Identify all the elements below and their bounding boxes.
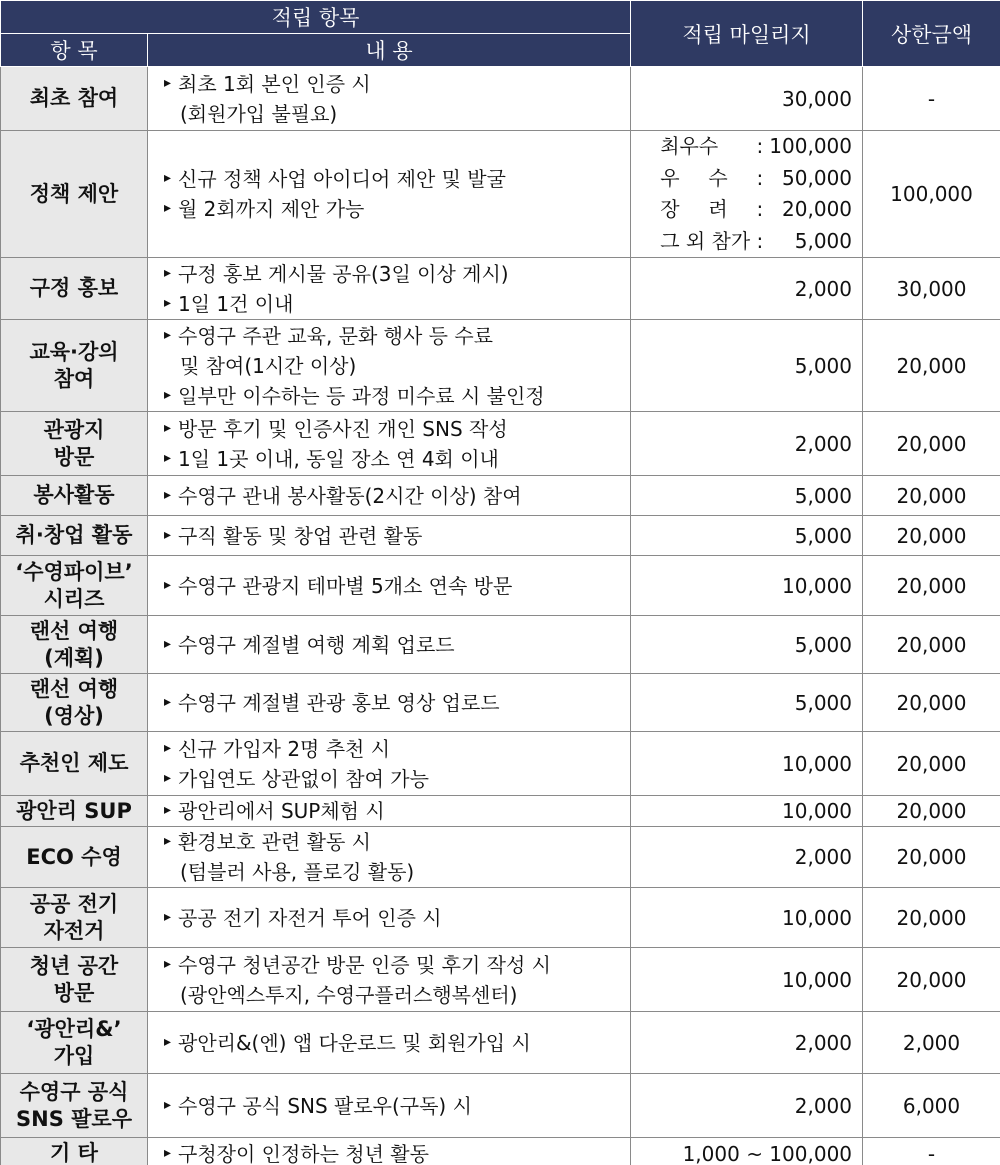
row-item-name xyxy=(1,320,148,412)
item-name-line: 자전거 xyxy=(43,918,105,943)
table-row xyxy=(1,796,1000,827)
row-mileage: 5,000 xyxy=(631,516,863,556)
row-item-name xyxy=(1,1138,148,1165)
content-bullet-line: ▸ 수영구 계절별 관광 홍보 영상 업로드 xyxy=(164,688,624,718)
table-row xyxy=(1,556,1000,616)
row-mileage: 5,000 xyxy=(631,320,863,412)
item-name-line: 정책 제안 xyxy=(29,181,119,206)
item-name-line: 방문 xyxy=(53,980,95,1005)
row-cap: 20,000 xyxy=(863,516,1000,556)
row-item-name xyxy=(1,516,148,556)
row-cap: 30,000 xyxy=(863,258,1000,320)
row-content xyxy=(148,1074,631,1138)
header-item: 항 목 xyxy=(1,34,148,67)
row-cap: 20,000 xyxy=(863,674,1000,732)
content-bullet-line: ▸ 구정 홍보 게시물 공유(3일 이상 게시) xyxy=(164,259,624,289)
table-row xyxy=(1,320,1000,412)
table-row xyxy=(1,1074,1000,1138)
item-name-line: (계획) xyxy=(44,645,104,670)
item-name-line: 시리즈 xyxy=(43,586,105,611)
row-mileage: 10,000 xyxy=(631,796,863,827)
item-name-line: ECO 수영 xyxy=(26,844,122,869)
table-row xyxy=(1,616,1000,674)
content-bullet-line: ▸ 방문 후기 및 인증사진 개인 SNS 작성 xyxy=(164,414,624,444)
table-row xyxy=(1,827,1000,888)
row-mileage: 10,000 xyxy=(631,732,863,796)
content-continuation-line: (광안엑스투지, 수영구플러스행복센터) xyxy=(180,982,518,1007)
row-item-name xyxy=(1,67,148,131)
row-item-name xyxy=(1,412,148,476)
content-bullet-line: ▸ 신규 가입자 2명 추천 시 xyxy=(164,734,624,764)
header-cap: 상한금액 xyxy=(863,1,1000,67)
row-item-name xyxy=(1,1012,148,1074)
content-bullet-line: ▸ 월 2회까지 제안 가능 xyxy=(164,194,624,224)
table-row xyxy=(1,67,1000,131)
row-content xyxy=(148,888,631,948)
row-mileage: 2,000 xyxy=(631,1074,863,1138)
row-item-name xyxy=(1,556,148,616)
header-mileage: 적립 마일리지 xyxy=(631,1,863,67)
content-bullet-line: ▸ 환경보호 관련 활동 시 xyxy=(164,827,624,857)
item-name-line: (영상) xyxy=(44,703,104,728)
table-row xyxy=(1,516,1000,556)
row-content xyxy=(148,258,631,320)
row-cap: 20,000 xyxy=(863,827,1000,888)
item-name-line: 관광지 xyxy=(43,418,105,442)
content-bullet-line: ▸ 수영구 계절별 여행 계획 업로드 xyxy=(164,630,624,660)
table-row xyxy=(1,732,1000,796)
item-name-line: 추천인 제도 xyxy=(19,751,129,776)
row-cap: 6,000 xyxy=(863,1074,1000,1138)
row-item-name xyxy=(1,131,148,258)
item-name-line: ‘광안리&’ xyxy=(26,1017,122,1041)
row-mileage: 1,000 ~ 100,000 xyxy=(631,1138,863,1165)
content-bullet-line: ▸ 공공 전기 자전거 투어 인증 시 xyxy=(164,903,624,933)
table-row xyxy=(1,258,1000,320)
tier-label: 최우수 : xyxy=(660,134,764,158)
table-row xyxy=(1,674,1000,732)
row-cap: 2,000 xyxy=(863,1012,1000,1074)
row-mileage: 10,000 xyxy=(631,948,863,1012)
item-name-line: SNS 팔로우 xyxy=(16,1106,132,1131)
item-name-line: 교육·강의 xyxy=(29,340,119,364)
table-row xyxy=(1,476,1000,516)
item-name-line: 최초 참여 xyxy=(29,86,119,111)
tier-value: 5,000 xyxy=(794,228,853,253)
header-group: 적립 항목 xyxy=(1,1,631,34)
row-content xyxy=(148,732,631,796)
content-bullet-line: ▸ 광안리에서 SUP체험 시 xyxy=(164,796,624,826)
tier-value: 50,000 xyxy=(782,165,853,190)
row-content xyxy=(148,412,631,476)
row-mileage xyxy=(631,131,863,258)
content-continuation-line: (회원가입 불필요) xyxy=(180,101,338,126)
row-item-name xyxy=(1,796,148,827)
tier-value: 20,000 xyxy=(782,197,853,222)
row-mileage: 2,000 xyxy=(631,258,863,320)
row-item-name xyxy=(1,258,148,320)
row-item-name xyxy=(1,827,148,888)
row-content xyxy=(148,827,631,888)
row-content xyxy=(148,616,631,674)
row-cap: 20,000 xyxy=(863,556,1000,616)
row-cap: 20,000 xyxy=(863,616,1000,674)
item-name-line: 방문 xyxy=(53,444,95,469)
table-body xyxy=(1,67,1000,1165)
tier-value: 100,000 xyxy=(769,134,853,158)
table-row xyxy=(1,412,1000,476)
item-name-line: 광안리 SUP xyxy=(16,798,132,823)
content-bullet-line: ▸ 수영구 관광지 테마별 5개소 연속 방문 xyxy=(164,571,624,601)
content-bullet-line: ▸ 1일 1곳 이내, 동일 장소 연 4회 이내 xyxy=(164,444,624,474)
row-item-name xyxy=(1,948,148,1012)
row-item-name xyxy=(1,732,148,796)
row-content xyxy=(148,556,631,616)
content-bullet-line: ▸ 1일 1건 이내 xyxy=(164,289,624,319)
item-name-line: ‘수영파이브’ xyxy=(15,560,133,584)
row-cap: 20,000 xyxy=(863,732,1000,796)
content-bullet-line: ▸ 수영구 공식 SNS 팔로우(구독) 시 xyxy=(164,1091,624,1121)
content-bullet-line: ▸ 최초 1회 본인 인증 시 xyxy=(164,69,624,99)
content-continuation-line: (텀블러 사용, 플로깅 활동) xyxy=(180,860,415,885)
row-content xyxy=(148,131,631,258)
tier-label: 그 외 참가 : xyxy=(660,228,764,253)
row-item-name xyxy=(1,674,148,732)
item-name-line: 청년 공간 xyxy=(29,954,119,978)
content-bullet-line: ▸ 가입연도 상관없이 참여 가능 xyxy=(164,764,624,794)
table-row xyxy=(1,131,1000,258)
item-name-line: 참여 xyxy=(53,366,95,391)
row-content xyxy=(148,67,631,131)
item-name-line: 취·창업 활동 xyxy=(15,523,133,548)
table-row xyxy=(1,948,1000,1012)
row-cap: 100,000 xyxy=(863,131,1000,258)
row-mileage: 10,000 xyxy=(631,556,863,616)
row-content xyxy=(148,948,631,1012)
row-content xyxy=(148,320,631,412)
row-cap: 20,000 xyxy=(863,320,1000,412)
row-cap: 20,000 xyxy=(863,888,1000,948)
content-continuation-line: 및 참여(1시간 이상) xyxy=(180,353,357,378)
row-item-name xyxy=(1,476,148,516)
row-item-name xyxy=(1,616,148,674)
table-row xyxy=(1,888,1000,948)
row-mileage: 5,000 xyxy=(631,674,863,732)
content-bullet-line: ▸ 수영구 관내 봉사활동(2시간 이상) 참여 xyxy=(164,481,624,511)
table-row xyxy=(1,1138,1000,1165)
content-bullet-line: ▸ 구직 활동 및 창업 관련 활동 xyxy=(164,521,624,551)
row-cap: 20,000 xyxy=(863,412,1000,476)
row-item-name xyxy=(1,888,148,948)
content-bullet-line: ▸ 수영구 주관 교육, 문화 행사 등 수료 xyxy=(164,321,624,351)
mileage-tiers xyxy=(660,131,852,257)
row-cap: - xyxy=(863,67,1000,131)
header-content: 내 용 xyxy=(148,34,631,67)
row-mileage: 2,000 xyxy=(631,412,863,476)
row-mileage: 2,000 xyxy=(631,827,863,888)
row-mileage: 5,000 xyxy=(631,476,863,516)
row-cap: 20,000 xyxy=(863,796,1000,827)
row-content xyxy=(148,1012,631,1074)
item-name-line: 봉사활동 xyxy=(33,483,115,508)
row-content xyxy=(148,796,631,827)
item-name-line: 기 타 xyxy=(50,1141,98,1165)
tier-label: 장 려 : xyxy=(660,197,764,222)
row-mileage: 2,000 xyxy=(631,1012,863,1074)
row-content xyxy=(148,1138,631,1165)
row-mileage: 5,000 xyxy=(631,616,863,674)
row-cap: 20,000 xyxy=(863,476,1000,516)
tier-label: 우 수 : xyxy=(660,165,764,190)
content-bullet-line: ▸ 수영구 청년공간 방문 인증 및 후기 작성 시 xyxy=(164,950,624,980)
row-content xyxy=(148,516,631,556)
row-content xyxy=(148,674,631,732)
row-cap: 20,000 xyxy=(863,948,1000,1012)
item-name-line: 랜선 여행 xyxy=(29,619,119,643)
row-cap: - xyxy=(863,1138,1000,1165)
item-name-line: 공공 전기 xyxy=(29,892,119,916)
item-name-line: 가입 xyxy=(53,1043,95,1068)
content-bullet-line: ▸ 신규 정책 사업 아이디어 제안 및 발굴 xyxy=(164,164,624,194)
row-mileage: 30,000 xyxy=(631,67,863,131)
content-bullet-line: ▸ 일부만 이수하는 등 과정 미수료 시 불인정 xyxy=(164,381,624,411)
row-item-name xyxy=(1,1074,148,1138)
content-bullet-line: ▸ 구청장이 인정하는 청년 활동 xyxy=(164,1139,624,1165)
table-row xyxy=(1,1012,1000,1074)
item-name-line: 수영구 공식 xyxy=(19,1080,129,1104)
row-content xyxy=(148,476,631,516)
item-name-line: 랜선 여행 xyxy=(29,677,119,701)
content-bullet-line: ▸ 광안리&(엔) 앱 다운로드 및 회원가입 시 xyxy=(164,1028,624,1058)
row-mileage: 10,000 xyxy=(631,888,863,948)
item-name-line: 구정 홍보 xyxy=(29,276,119,301)
